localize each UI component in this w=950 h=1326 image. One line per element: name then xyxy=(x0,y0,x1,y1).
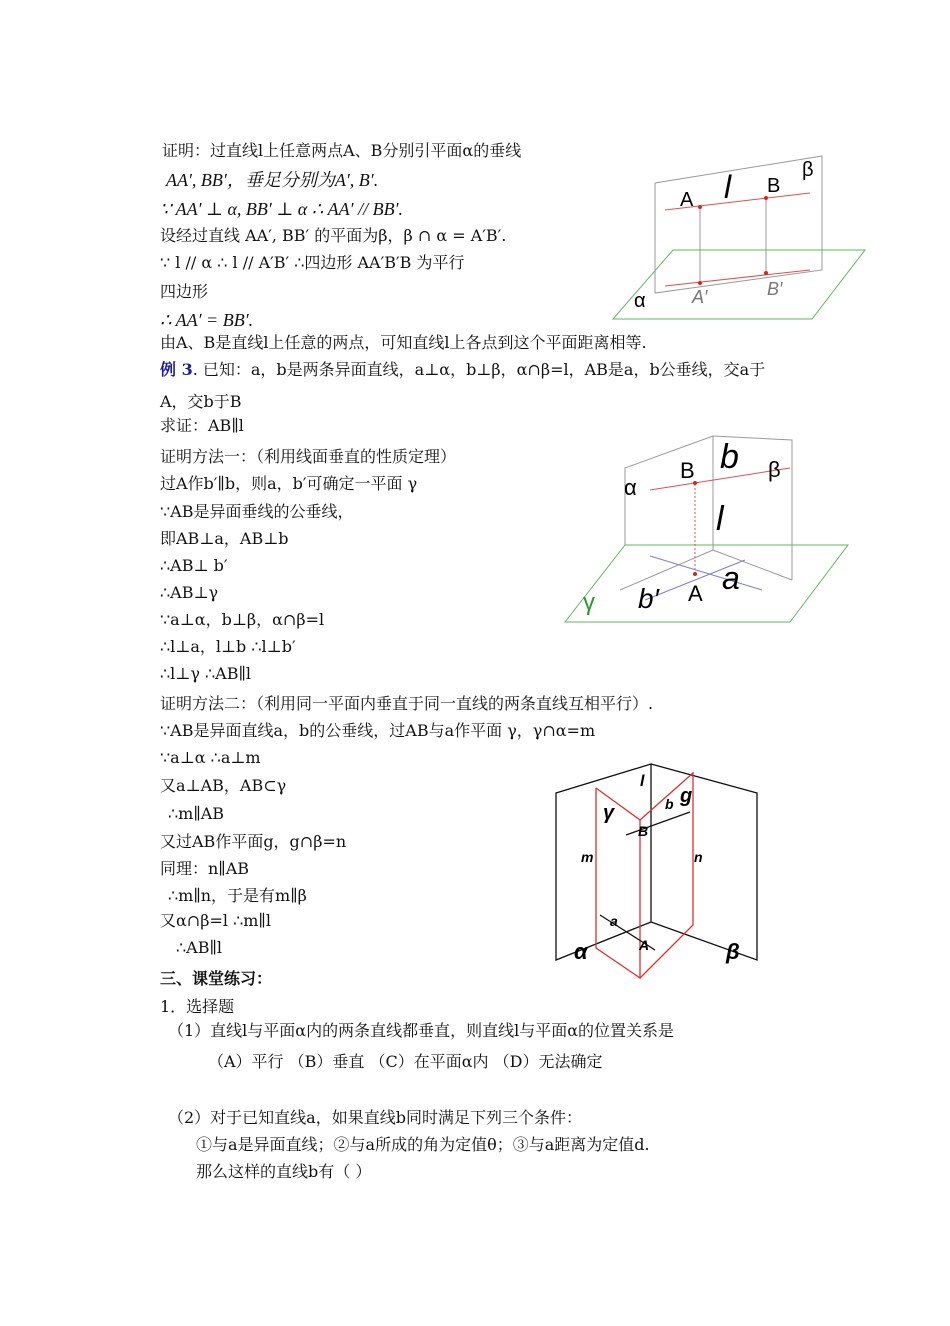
example-line-2: A，交b于B xyxy=(160,392,242,411)
method-2-line-8: 又α∩β=l ∴m∥l xyxy=(160,911,271,930)
fig1-point-a1 xyxy=(698,281,702,285)
fig1-point-a xyxy=(698,205,702,209)
method-2-line-1: ∵AB是异面直线a，b的公垂线，过AB与a作平面 γ，γ∩α=m xyxy=(160,721,596,740)
fig3-label-point-a: A xyxy=(639,937,650,953)
fig2-plane-alpha xyxy=(625,436,713,548)
fig3-label-gamma: γ xyxy=(603,802,615,824)
fig2-label-alpha: α xyxy=(624,475,637,500)
proof-line-1: 证明：过直线l上任意两点A、B分别引平面α的垂线 xyxy=(162,141,522,160)
fig2-line-a xyxy=(650,556,762,590)
method-2-line-9: ∴AB∥l xyxy=(176,938,222,957)
proof-line-4: 设经过直线 AA′, BB′ 的平面为β，β ∩ α = A′B′. xyxy=(160,226,507,245)
method-2-line-6: 同理：n∥AB xyxy=(160,859,250,878)
fig1-label-a1: A′ xyxy=(692,287,708,307)
fig3-label-beta: β xyxy=(726,939,740,964)
method-2-line-2: ∵a⊥α ∴a⊥m xyxy=(160,748,261,767)
method-1-line-5: ∴AB⊥γ xyxy=(160,583,219,602)
method-1-line-7: ∴l⊥a，l⊥b ∴l⊥b′ xyxy=(160,637,296,656)
proof-line-5: ∵ l // α ∴ l // A′B′ ∴四边形 AA′B′B 为平行 xyxy=(160,253,465,272)
fig3-label-point-b: B xyxy=(638,823,649,839)
exercise-1-title: 1．选择题 xyxy=(160,997,235,1016)
fig1-label-alpha: α xyxy=(634,290,646,312)
fig3-line-b xyxy=(626,812,690,835)
fig2-label-small-b: b xyxy=(720,438,739,476)
method-1-line-8: ∴l⊥γ ∴AB∥l xyxy=(160,664,251,683)
fig1-point-b1 xyxy=(764,271,768,275)
question-2-conditions: ①与a是异面直线；②与a所成的角为定值θ；③与a距离为定值d. xyxy=(196,1135,650,1154)
example-to-prove: 求证：AB∥l xyxy=(160,416,244,435)
figure-2 xyxy=(560,430,860,630)
fig2-label-small-a: a xyxy=(722,560,740,596)
fig1-label-b: B xyxy=(767,175,781,197)
section-heading: 三、课堂练习： xyxy=(160,969,273,988)
fig1-label-beta: β xyxy=(802,159,814,181)
proof-line-7: ∴ AA′ = BB′. xyxy=(160,310,254,330)
fig2-label-gamma: γ xyxy=(583,589,595,616)
example-label: 例 3 xyxy=(160,360,193,379)
method-2-title: 证明方法二：（利用同一平面内垂直于同一直线的两条直线互相平行）. xyxy=(160,694,654,713)
method-1-line-1: 过A作b′∥b，则a，b′可确定一平面 γ xyxy=(160,474,418,493)
method-1-line-4: ∴AB⊥ b′ xyxy=(160,556,228,575)
fig1-label-b1: B′ xyxy=(767,279,783,299)
fig3-label-m: m xyxy=(581,849,594,865)
fig3-plane-beta xyxy=(651,764,757,960)
method-2-line-7: ∴m∥n，于是有m∥β xyxy=(168,886,307,905)
fig2-point-a xyxy=(693,572,697,576)
question-1: （1）直线l与平面α内的两条直线都垂直，则直线l与平面α的位置关系是 xyxy=(168,1021,675,1040)
fig2-label-beta: β xyxy=(768,457,781,482)
question-2: （2）对于已知直线a，如果直线b同时满足下列三个条件： xyxy=(168,1108,582,1127)
method-1-line-2: ∵AB是异面垂线的公垂线， xyxy=(160,502,354,521)
fig1-label-l: l xyxy=(724,169,732,205)
fig3-label-a: a xyxy=(610,913,618,929)
fig2-label-b1: b′ xyxy=(638,583,659,614)
proof-line-2: AA′, BB′，垂足分别为A′, B′. xyxy=(166,170,379,190)
figure-1 xyxy=(600,150,870,325)
fig3-label-b: b xyxy=(665,796,674,812)
fig1-plane-alpha xyxy=(613,250,865,319)
fig1-label-a: A xyxy=(680,189,694,211)
fig3-label-g: g xyxy=(680,785,693,807)
fig2-label-l: l xyxy=(716,500,724,538)
method-1-line-3: 即AB⊥a，AB⊥b xyxy=(160,529,289,548)
example-3-statement: 例 3. 已知：a，b是两条异面直线，a⊥α，b⊥β，α∩β=l，AB是a，b公垂线，交a于 xyxy=(160,360,766,379)
method-2-line-3: 又a⊥AB，AB⊂γ xyxy=(160,776,287,795)
fig3-label-l: l xyxy=(640,773,645,790)
figure-3 xyxy=(550,762,790,967)
method-1-title: 证明方法一：（利用线面垂直的性质定理） xyxy=(160,447,457,466)
fig3-label-alpha: α xyxy=(574,939,588,964)
question-2-ask: 那么这样的直线b有（ ） xyxy=(196,1162,372,1181)
question-1-options: （A）平行 （B）垂直 （C）在平面α内 （D）无法确定 xyxy=(208,1052,603,1071)
fig2-label-b: B xyxy=(680,458,695,483)
method-1-line-6: ∵a⊥α，b⊥β，α∩β=l xyxy=(160,610,325,629)
fig1-line-a1b1 xyxy=(665,270,810,286)
proof-line-8: 由A、B是直线l上任意的两点，可知直线l上各点到这个平面距离相等. xyxy=(160,333,647,352)
method-2-line-5: 又过AB作平面g，g∩β=n xyxy=(160,832,347,851)
method-2-line-4: ∴m∥AB xyxy=(168,804,225,823)
fig2-label-a-point: A xyxy=(688,581,703,606)
fig2-plane-gamma xyxy=(565,545,848,622)
fig3-label-n: n xyxy=(694,849,703,865)
proof-line-6: 四边形 xyxy=(160,282,209,301)
proof-line-3: ∵ AA′ ⊥ α, BB′ ⊥ α ∴ AA′ // BB′. xyxy=(160,199,404,219)
fig1-plane-beta xyxy=(655,156,822,293)
